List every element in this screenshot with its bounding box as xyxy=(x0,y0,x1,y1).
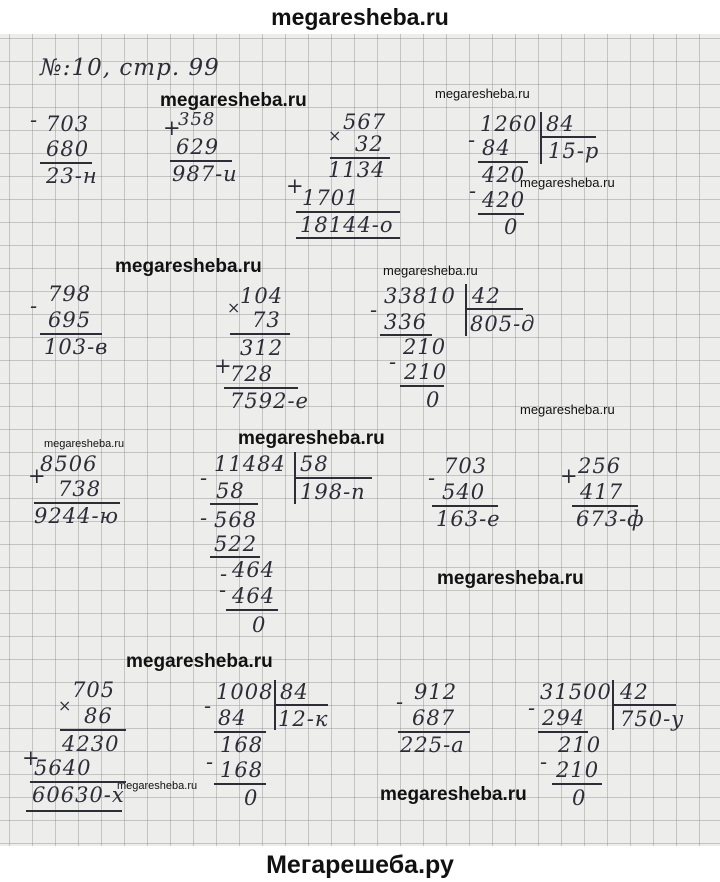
watermark: megaresheba.ru xyxy=(117,780,198,792)
partial-1: 312 xyxy=(240,336,284,360)
step-2: 568 xyxy=(214,508,258,532)
minus-sign: - xyxy=(469,179,478,203)
partial-line xyxy=(60,729,126,731)
operator: × xyxy=(227,298,242,317)
minus-sign: - xyxy=(204,694,213,718)
underline xyxy=(26,810,122,812)
result: 9244-ю xyxy=(34,504,120,528)
dividend: 1008 xyxy=(216,680,274,704)
watermark: megaresheba.ru xyxy=(44,438,125,450)
operand-b: 680 xyxy=(46,137,90,161)
step-1: 84 xyxy=(482,136,511,160)
step-5: 464 xyxy=(232,584,276,608)
operand-b: 73 xyxy=(252,308,281,332)
step-3: 522 xyxy=(214,532,258,556)
operand-b: 695 xyxy=(48,308,92,332)
operator: × xyxy=(328,126,343,145)
step-1: 294 xyxy=(542,706,586,730)
step-2: 420 xyxy=(482,163,526,187)
division-bar xyxy=(465,284,467,336)
step-3: 210 xyxy=(404,360,448,384)
partial-2: 5640 xyxy=(34,756,92,780)
remainder: 0 xyxy=(252,613,267,637)
dividend: 31500 xyxy=(540,680,612,704)
quotient: 805-д xyxy=(470,312,536,336)
quotient: 15-р xyxy=(548,139,600,163)
operand-b: 32 xyxy=(355,132,384,156)
operand-a: 256 xyxy=(578,454,622,478)
dividend: 1260 xyxy=(480,112,538,136)
operand-b: 417 xyxy=(580,480,624,504)
step-2: 168 xyxy=(220,733,264,757)
plus-sign: + xyxy=(22,746,41,770)
quotient: 750-у xyxy=(620,707,685,731)
result: 987-и xyxy=(172,162,238,186)
operator: - xyxy=(428,466,437,490)
operand-a: 703 xyxy=(46,112,90,136)
divisor: 42 xyxy=(472,284,501,308)
quotient-line xyxy=(465,308,523,310)
partial-2: 728 xyxy=(230,362,274,386)
watermark: megaresheba.ru xyxy=(435,86,530,101)
minus-sign: - xyxy=(528,696,537,720)
operand-a: 8506 xyxy=(40,452,98,476)
plus-sign: + xyxy=(214,354,233,378)
quotient: 198-п xyxy=(300,480,366,504)
minus-sign: - xyxy=(220,562,229,586)
watermark: megaresheba.ru xyxy=(520,402,615,417)
minus-sign: - xyxy=(389,350,398,374)
watermark: megaresheba.ru xyxy=(115,256,262,277)
result: 163-е xyxy=(436,507,501,531)
operand-a: 104 xyxy=(240,284,284,308)
minus-sign: - xyxy=(219,578,228,602)
operand-a: 798 xyxy=(48,282,92,306)
notebook-sheet xyxy=(0,34,720,846)
minus-sign: - xyxy=(200,466,209,490)
operator: + xyxy=(560,464,579,488)
operand-b: 738 xyxy=(58,477,102,501)
result: 673-ф xyxy=(576,507,645,531)
result: 18144-о xyxy=(300,213,394,237)
operator: + xyxy=(28,464,47,488)
watermark: megaresheba.ru xyxy=(238,428,385,449)
footer-site-name: Мегарешеба.ру xyxy=(266,850,454,879)
remainder: 0 xyxy=(244,786,259,810)
exercise-title: №:10, стр. 99 xyxy=(40,55,220,81)
quotient: 12-к xyxy=(278,707,329,731)
step-2: 210 xyxy=(403,335,447,359)
step-3: 210 xyxy=(556,758,600,782)
step-4: 464 xyxy=(232,558,276,582)
operator: - xyxy=(396,690,405,714)
result: 23-н xyxy=(46,164,98,188)
operand-a: 912 xyxy=(414,680,458,704)
step-line xyxy=(400,385,444,387)
operator: - xyxy=(30,108,39,132)
result: 7592-е xyxy=(230,389,309,413)
step-line xyxy=(210,503,258,505)
operator: + xyxy=(163,116,182,140)
watermark: megaresheba.ru xyxy=(437,568,584,589)
quotient-line xyxy=(612,704,676,706)
header-site-name: megaresheba.ru xyxy=(271,3,449,30)
minus-sign: - xyxy=(206,750,215,774)
step-3: 168 xyxy=(220,758,264,782)
minus-sign: - xyxy=(200,506,209,530)
quotient-line xyxy=(294,477,372,479)
division-bar xyxy=(540,112,542,164)
dividend: 33810 xyxy=(384,284,456,308)
underline xyxy=(296,237,400,239)
step-1: 336 xyxy=(384,310,428,334)
watermark: megaresheba.ru xyxy=(126,651,273,672)
result: 225-а xyxy=(400,733,465,757)
result: 60630-х xyxy=(32,783,125,807)
step-1: 58 xyxy=(216,479,245,503)
divisor: 42 xyxy=(620,680,649,704)
operator: - xyxy=(30,294,39,318)
operand-a: 705 xyxy=(72,678,116,702)
step-line xyxy=(214,783,266,785)
step-line xyxy=(226,609,278,611)
step-2: 210 xyxy=(558,733,602,757)
operand-b: 86 xyxy=(84,704,113,728)
partial-1: 4230 xyxy=(62,732,120,756)
plus-sign: + xyxy=(286,174,305,198)
quotient-line xyxy=(274,704,328,706)
watermark: megaresheba.ru xyxy=(520,175,615,190)
dividend: 11484 xyxy=(214,452,286,476)
operand-a: 358 xyxy=(178,109,216,130)
remainder: 0 xyxy=(426,388,441,412)
operand-b: 629 xyxy=(176,135,220,159)
watermark: megaresheba.ru xyxy=(160,90,307,111)
operand-b: 540 xyxy=(442,480,486,504)
divisor: 58 xyxy=(300,452,329,476)
watermark: megaresheba.ru xyxy=(383,263,478,278)
step-3: 420 xyxy=(482,188,526,212)
watermark: megaresheba.ru xyxy=(380,784,527,805)
site-header xyxy=(0,0,720,34)
operand-a: 567 xyxy=(343,110,387,134)
remainder: 0 xyxy=(572,786,587,810)
partial-2: 1701 xyxy=(302,186,360,210)
partial-line xyxy=(230,333,290,335)
minus-sign: - xyxy=(370,298,379,322)
partial-1: 1134 xyxy=(328,158,386,182)
divisor: 84 xyxy=(280,680,309,704)
divisor: 84 xyxy=(546,112,575,136)
operand-a: 703 xyxy=(444,454,488,478)
result: 103-в xyxy=(44,335,109,359)
quotient-line xyxy=(540,136,596,138)
operand-b: 687 xyxy=(412,706,456,730)
step-line xyxy=(552,783,602,785)
step-1: 84 xyxy=(218,706,247,730)
site-footer xyxy=(0,848,720,882)
minus-sign: - xyxy=(468,128,477,152)
minus-sign: - xyxy=(540,750,549,774)
operator: × xyxy=(58,696,73,715)
remainder: 0 xyxy=(504,215,519,239)
